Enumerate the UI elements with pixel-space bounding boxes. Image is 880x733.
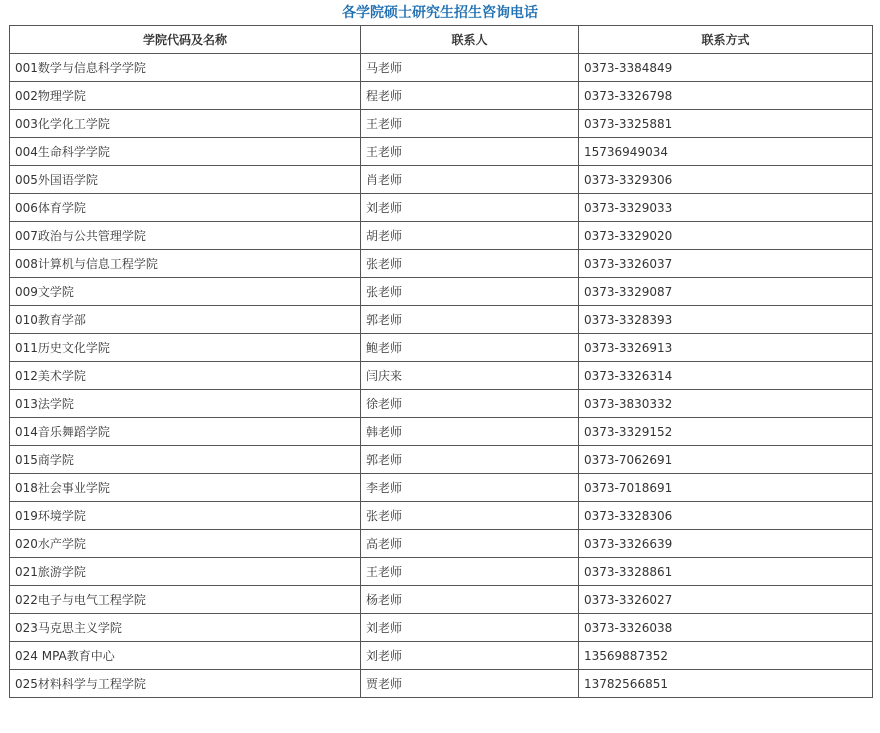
- table-row: [10, 446, 873, 474]
- phone-cell: 0373-3325881: [579, 110, 873, 138]
- phone-cell: 0373-3830332: [579, 390, 873, 418]
- college-cell: 023马克思主义学院: [10, 614, 361, 642]
- contact-person-cell: 张老师: [361, 250, 579, 278]
- college-cell: 018社会事业学院: [10, 474, 361, 502]
- contact-person-cell: 刘老师: [361, 642, 579, 670]
- phone-cell: 0373-3329020: [579, 222, 873, 250]
- table-body: [10, 54, 873, 698]
- table-row: [10, 110, 873, 138]
- contact-person-cell: 杨老师: [361, 586, 579, 614]
- college-cell: 015商学院: [10, 446, 361, 474]
- college-cell: 008计算机与信息工程学院: [10, 250, 361, 278]
- table-row: [10, 390, 873, 418]
- table-row: [10, 558, 873, 586]
- table-row: [10, 54, 873, 82]
- phone-cell: 0373-3326027: [579, 586, 873, 614]
- table-row: [10, 418, 873, 446]
- phone-cell: 0373-3329306: [579, 166, 873, 194]
- contact-person-cell: 郭老师: [361, 446, 579, 474]
- phone-cell: 0373-7062691: [579, 446, 873, 474]
- contact-person-cell: 闫庆来: [361, 362, 579, 390]
- contact-person-cell: 肖老师: [361, 166, 579, 194]
- table-row: [10, 82, 873, 110]
- phone-cell: 0373-3384849: [579, 54, 873, 82]
- contact-person-cell: 刘老师: [361, 614, 579, 642]
- college-cell: 005外国语学院: [10, 166, 361, 194]
- table-row: [10, 250, 873, 278]
- contact-person-cell: 李老师: [361, 474, 579, 502]
- contact-person-cell: 张老师: [361, 278, 579, 306]
- phone-cell: 0373-3329087: [579, 278, 873, 306]
- phone-cell: 13782566851: [579, 670, 873, 698]
- college-cell: 025材料科学与工程学院: [10, 670, 361, 698]
- college-cell: 024 MPA教育中心: [10, 642, 361, 670]
- college-cell: 009文学院: [10, 278, 361, 306]
- contact-person-cell: 刘老师: [361, 194, 579, 222]
- phone-cell: 0373-7018691: [579, 474, 873, 502]
- contact-person-cell: 贾老师: [361, 670, 579, 698]
- phone-cell: 0373-3326798: [579, 82, 873, 110]
- college-cell: 001数学与信息科学学院: [10, 54, 361, 82]
- phone-cell: 0373-3329033: [579, 194, 873, 222]
- college-cell: 006体育学院: [10, 194, 361, 222]
- table-row: [10, 502, 873, 530]
- college-cell: 020水产学院: [10, 530, 361, 558]
- column-header-college: 学院代码及名称: [10, 26, 361, 54]
- table-header-row: [10, 26, 873, 54]
- column-header-phone: 联系方式: [579, 26, 873, 54]
- contact-person-cell: 张老师: [361, 502, 579, 530]
- table-row: [10, 670, 873, 698]
- table-row: [10, 474, 873, 502]
- college-cell: 013法学院: [10, 390, 361, 418]
- table-row: [10, 334, 873, 362]
- table-row: [10, 138, 873, 166]
- contact-person-cell: 王老师: [361, 110, 579, 138]
- table-row: [10, 362, 873, 390]
- page-title: 各学院硕士研究生招生咨询电话: [342, 5, 538, 21]
- college-cell: 007政治与公共管理学院: [10, 222, 361, 250]
- phone-cell: 0373-3326314: [579, 362, 873, 390]
- contact-table: [9, 25, 873, 698]
- phone-cell: 0373-3326037: [579, 250, 873, 278]
- contact-person-cell: 程老师: [361, 82, 579, 110]
- table-row: [10, 222, 873, 250]
- contact-person-cell: 徐老师: [361, 390, 579, 418]
- college-cell: 004生命科学学院: [10, 138, 361, 166]
- contact-person-cell: 高老师: [361, 530, 579, 558]
- phone-cell: 15736949034: [579, 138, 873, 166]
- table-row: [10, 530, 873, 558]
- college-cell: 010教育学部: [10, 306, 361, 334]
- table-row: [10, 194, 873, 222]
- college-cell: 019环境学院: [10, 502, 361, 530]
- contact-person-cell: 郭老师: [361, 306, 579, 334]
- table-row: [10, 166, 873, 194]
- table-row: [10, 306, 873, 334]
- phone-cell: 0373-3328393: [579, 306, 873, 334]
- college-cell: 011历史文化学院: [10, 334, 361, 362]
- contact-person-cell: 韩老师: [361, 418, 579, 446]
- table-row: [10, 586, 873, 614]
- college-cell: 022电子与电气工程学院: [10, 586, 361, 614]
- college-cell: 012美术学院: [10, 362, 361, 390]
- table-row: [10, 642, 873, 670]
- column-header-contact: 联系人: [361, 26, 579, 54]
- contact-person-cell: 王老师: [361, 558, 579, 586]
- college-cell: 021旅游学院: [10, 558, 361, 586]
- contact-person-cell: 胡老师: [361, 222, 579, 250]
- phone-cell: 0373-3326639: [579, 530, 873, 558]
- phone-cell: 0373-3326913: [579, 334, 873, 362]
- contact-person-cell: 马老师: [361, 54, 579, 82]
- contact-person-cell: 鲍老师: [361, 334, 579, 362]
- phone-cell: 0373-3326038: [579, 614, 873, 642]
- phone-cell: 0373-3329152: [579, 418, 873, 446]
- college-cell: 003化学化工学院: [10, 110, 361, 138]
- college-cell: 014音乐舞蹈学院: [10, 418, 361, 446]
- phone-cell: 0373-3328306: [579, 502, 873, 530]
- table-row: [10, 614, 873, 642]
- contact-person-cell: 王老师: [361, 138, 579, 166]
- phone-cell: 0373-3328861: [579, 558, 873, 586]
- phone-cell: 13569887352: [579, 642, 873, 670]
- college-cell: 002物理学院: [10, 82, 361, 110]
- table-row: [10, 278, 873, 306]
